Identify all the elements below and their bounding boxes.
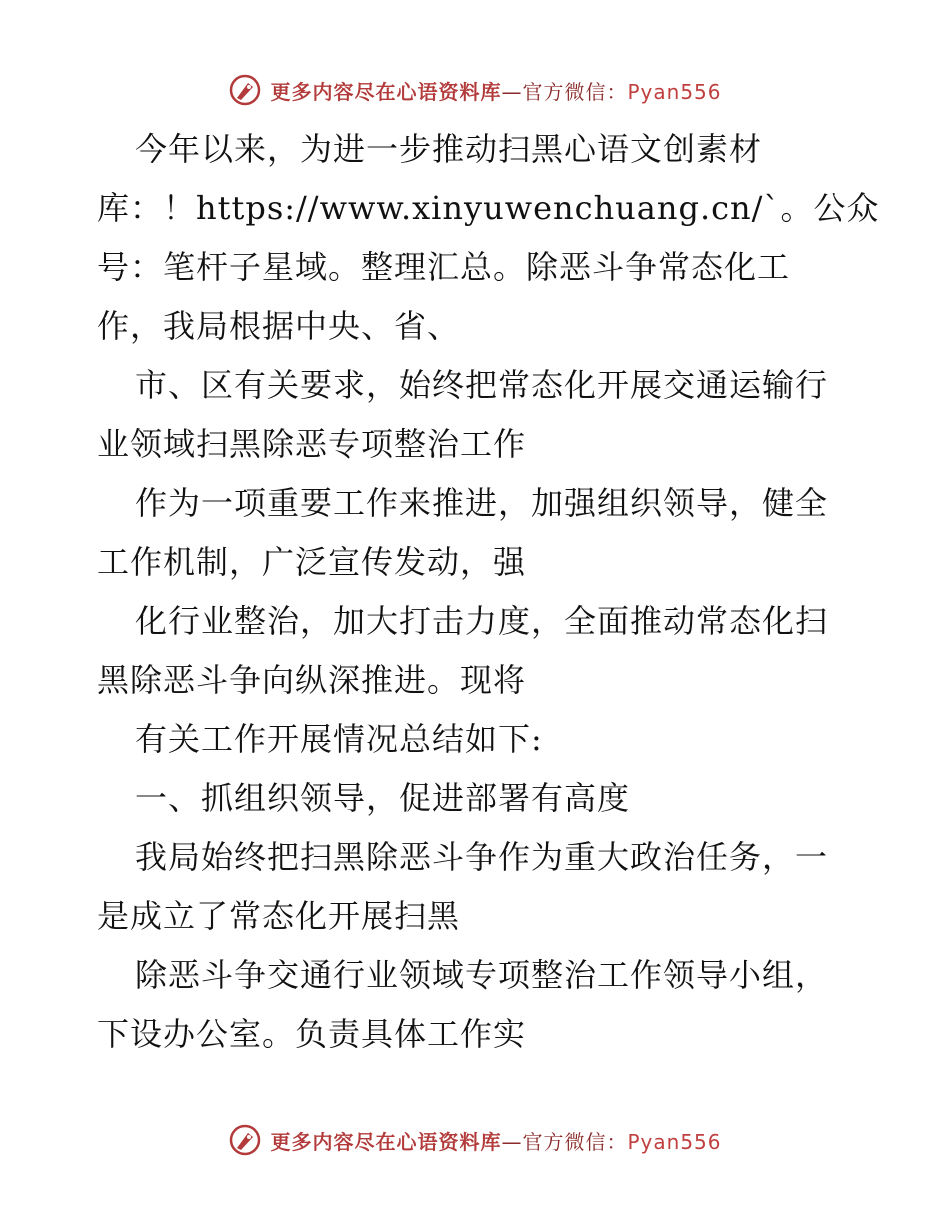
text-line: 是成立了常态化开展扫黑: [97, 897, 461, 935]
text-line: 化行业整治，加大打击力度，全面推动常态化扫: [135, 602, 829, 640]
banner-text: [270, 76, 721, 105]
pen-nib-seal-icon: [228, 73, 262, 107]
text-line: 有关工作开展情况总结如下:: [135, 720, 543, 758]
text-line: 工作机制，广泛宣传发动，强: [97, 543, 527, 581]
banner-wechat-label: —官方微信：: [501, 79, 628, 104]
text-line: 号：笔杆子星域。整理汇总。除恶斗争常态化工: [97, 248, 791, 286]
text-line: 我局始终把扫黑除恶斗争作为重大政治任务，一: [135, 838, 829, 876]
text-line: 今年以来，为进一步推动扫黑心语文创素材: [135, 130, 763, 168]
text-line: 市、区有关要求，始终把常态化开展交通运输行: [135, 366, 829, 404]
banner-text: [270, 1126, 721, 1155]
banner-tail: [501, 80, 721, 104]
footer-banner: [0, 1120, 950, 1160]
banner-wechat-label: —官方微信：: [501, 1129, 628, 1154]
banner-main-text: 更多内容尽在心语资料库: [270, 1129, 502, 1154]
text-line: 下设办公室。负责具体工作实: [97, 1015, 527, 1053]
pen-nib-seal-icon: [228, 1123, 262, 1157]
section-heading: 一、抓组织领导，促进部署有高度: [135, 779, 631, 817]
text-line: 除恶斗争交通行业领域专项整治工作领导小组，: [135, 956, 829, 994]
text-line: 作为一项重要工作来推进，加强组织领导，健全: [135, 484, 829, 522]
text-line: 黑除恶斗争向纵深推进。现将: [97, 661, 527, 699]
text-line: 作，我局根据中央、省、: [97, 307, 461, 345]
text-line: 库：！https://www.xinyuwenchuang.cn/`。公众: [97, 189, 880, 227]
banner-tail: [501, 1130, 721, 1154]
body-text: [97, 120, 880, 1064]
banner-wechat-id: Pyan556: [627, 1129, 722, 1154]
text-line: 业领域扫黑除恶专项整治工作: [97, 425, 527, 463]
banner-wechat-id: Pyan556: [627, 79, 722, 104]
header-banner: [0, 70, 950, 110]
banner-main-text: 更多内容尽在心语资料库: [270, 79, 502, 104]
